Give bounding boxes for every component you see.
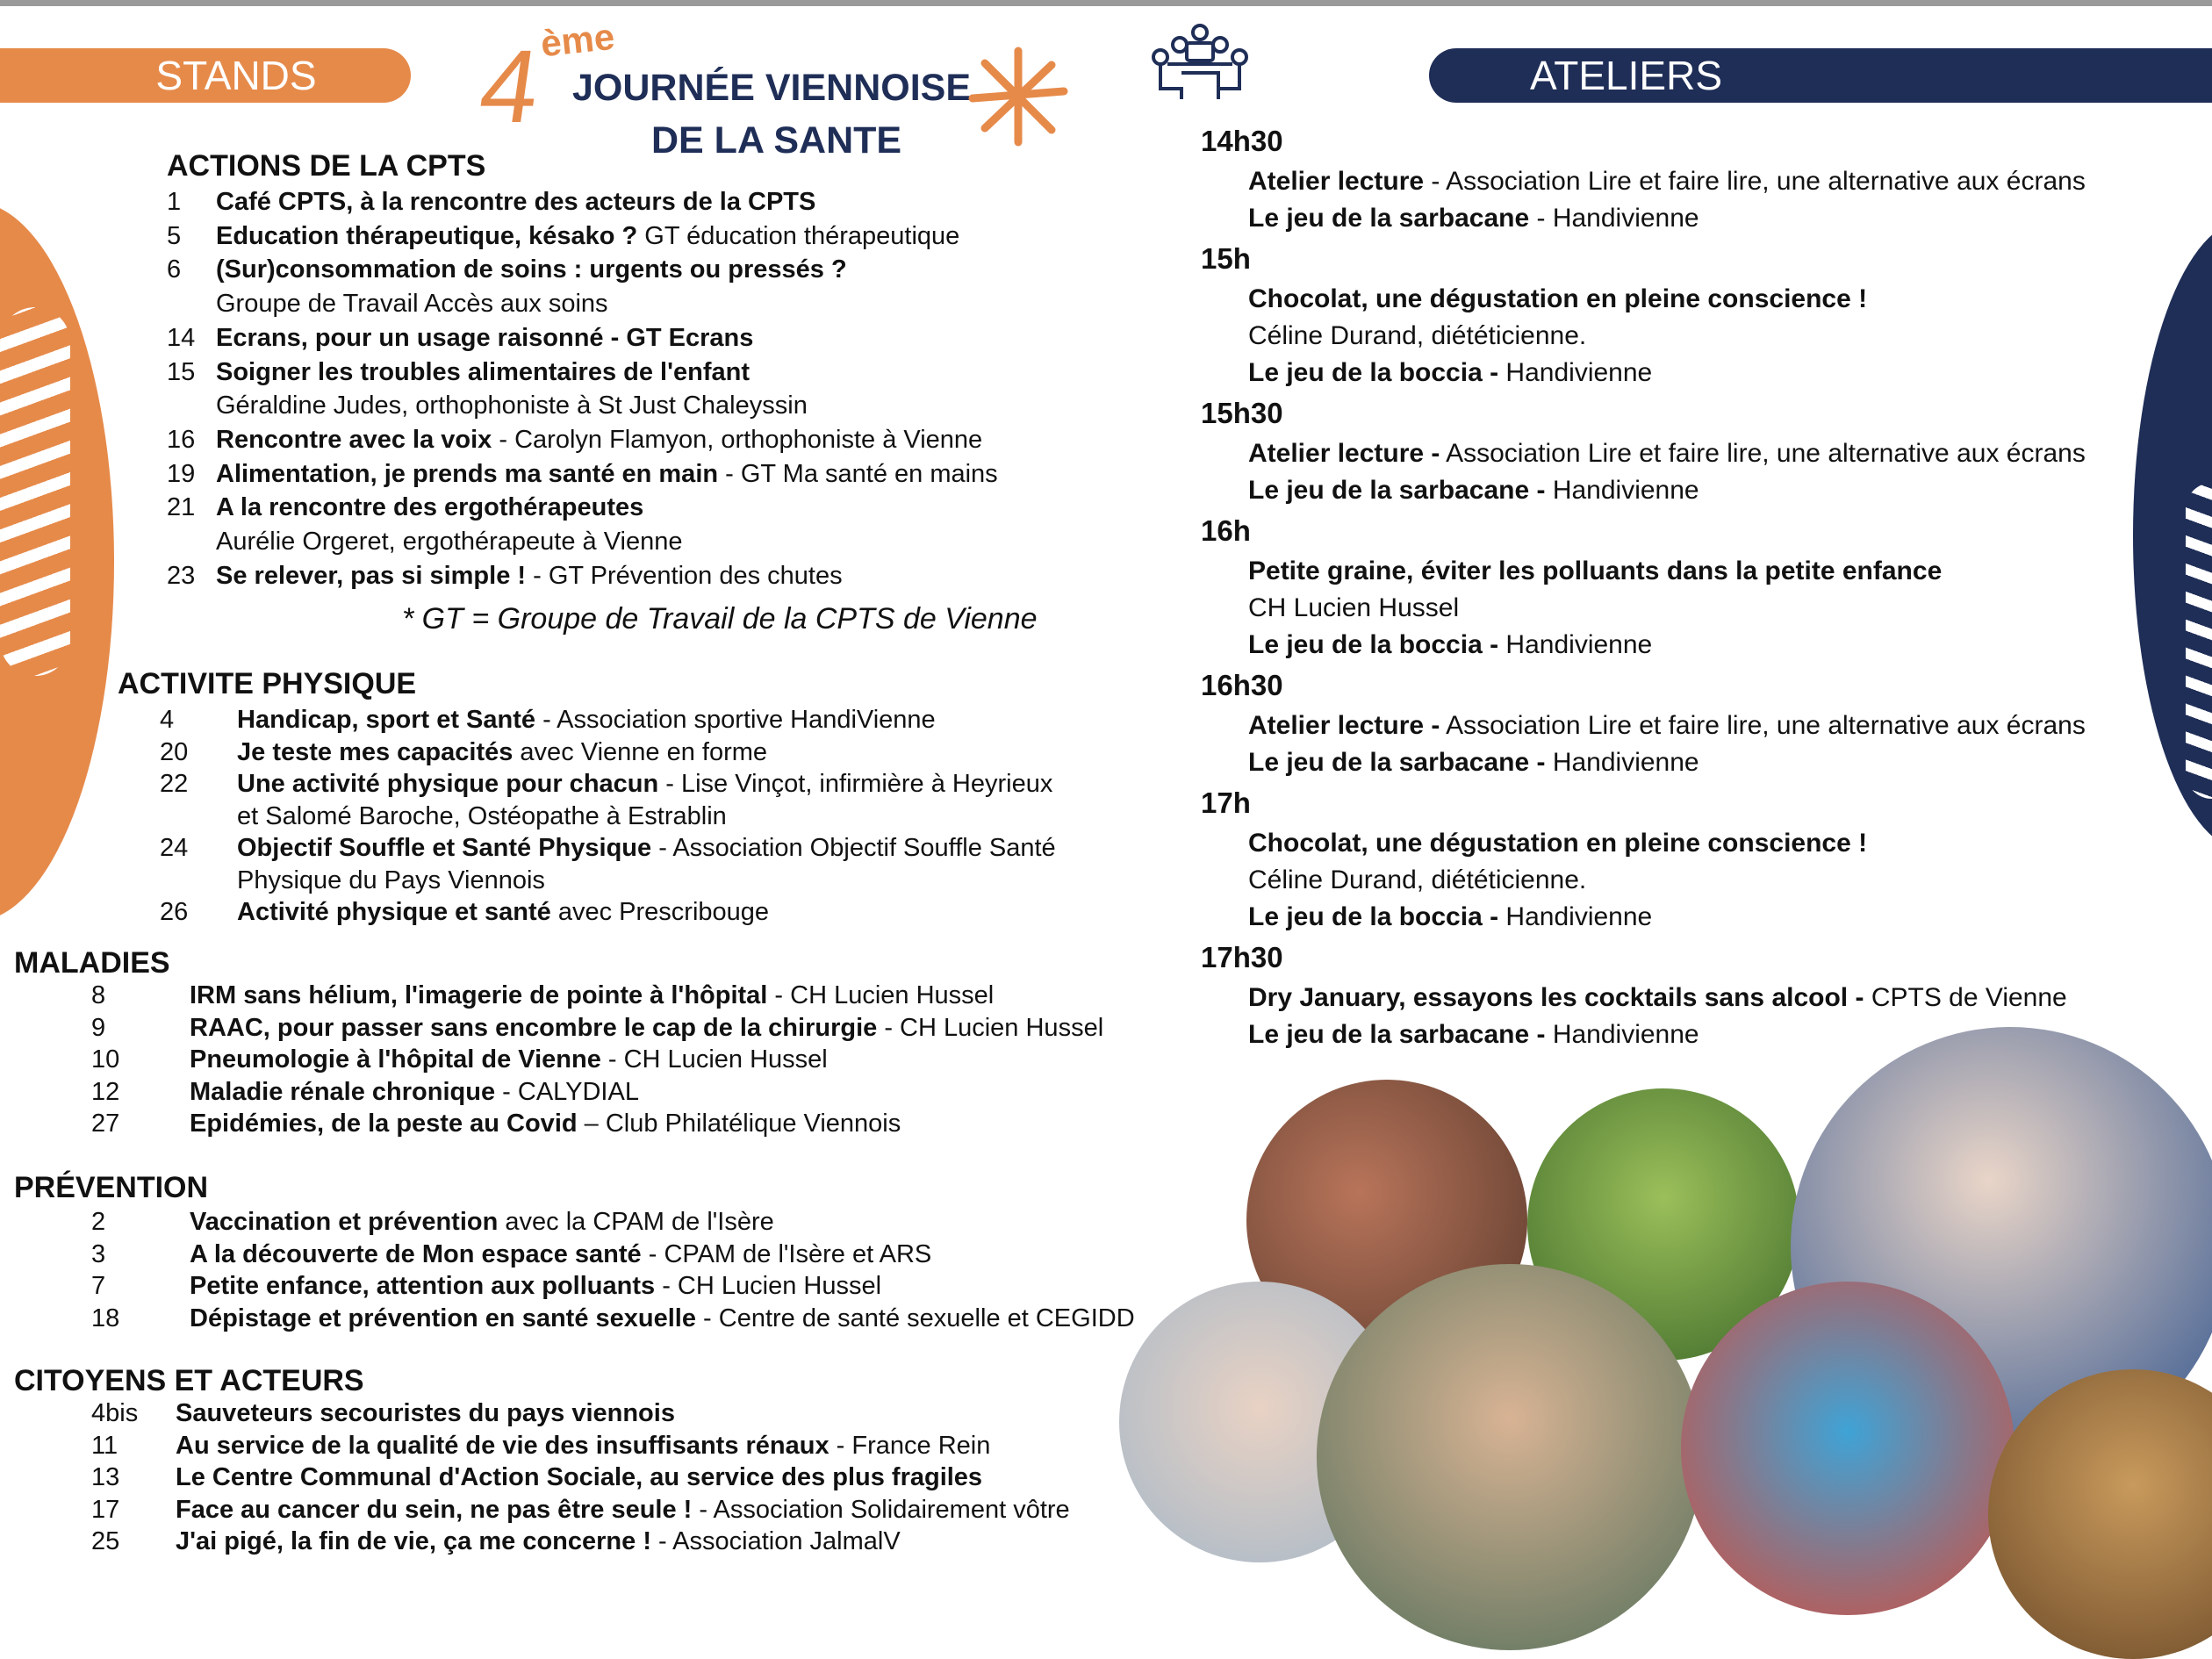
atelier-activity-title: Chocolat, une dégustation en pleine conscience ! xyxy=(1248,829,1868,858)
maladies-item-detail: - CH Lucien Hussel xyxy=(767,981,995,1009)
maladies-item-title: Pneumologie à l'hôpital de Vienne xyxy=(190,1045,601,1074)
cpts-item-number: 16 xyxy=(167,425,196,454)
atelier-activity-title: Le jeu de la sarbacane - xyxy=(1248,748,1546,777)
atelier-activity-detail: Handivienne xyxy=(1545,476,1699,505)
prevention-item-number: 3 xyxy=(91,1239,106,1268)
activite-item-title: Une activité physique pour chacun xyxy=(237,770,659,798)
activite-item-number: 4 xyxy=(160,706,175,734)
activite-item-detail: - Association sportive HandiVienne xyxy=(535,706,936,734)
prevention-item-number: 18 xyxy=(91,1304,120,1332)
section-title-activite: ACTIVITE PHYSIQUE xyxy=(118,667,417,700)
citoyens-item-number: 4bis xyxy=(91,1399,139,1427)
asterisk-star-icon xyxy=(966,44,1071,149)
top-rule xyxy=(0,0,2212,6)
atelier-activity xyxy=(1248,748,1699,778)
cpts-item-title: Alimentation, je prends ma santé en main xyxy=(216,459,719,488)
atelier-activity xyxy=(1248,829,1867,858)
citoyens-item-title: Au service de la qualité de vie des insuffisants rénaux xyxy=(176,1431,830,1460)
maladies-item-detail: - CALYDIAL xyxy=(495,1077,639,1106)
atelier-activity-title: Le jeu de la boccia - xyxy=(1248,358,1499,387)
activite-item-number: 26 xyxy=(160,898,189,926)
atelier-activity xyxy=(1248,557,1942,586)
edition-number: 4 xyxy=(472,29,547,145)
cpts-item-number: 15 xyxy=(167,357,196,386)
cpts-item-number: 19 xyxy=(167,459,196,488)
prevention-item-title: Vaccination et prévention xyxy=(190,1208,499,1236)
atelier-activity xyxy=(1248,284,1867,314)
atelier-activity-detail: Handivienne xyxy=(1498,902,1653,931)
gt-footnote: * GT = Groupe de Travail de la CPTS de Vienne xyxy=(402,602,1038,636)
activite-item-number: 24 xyxy=(160,834,189,862)
cpts-item-detail: - GT Prévention des chutes xyxy=(526,561,843,590)
cpts-item-detail: Aurélie Orgeret, ergothérapeute à Vienne xyxy=(216,528,683,556)
citoyens-item-number: 25 xyxy=(91,1527,120,1555)
cpts-item-number: 23 xyxy=(167,561,196,590)
activite-item-number: 20 xyxy=(160,737,189,766)
ateliers-banner xyxy=(1429,48,2212,103)
citoyens-item-number: 13 xyxy=(91,1463,120,1491)
maladies-item-number: 9 xyxy=(91,1013,106,1042)
cpts-item-title: Rencontre avec la voix xyxy=(216,425,492,454)
atelier-activity-detail: CPTS de Vienne xyxy=(1864,983,2067,1012)
left-decorative-circle xyxy=(0,202,114,922)
citoyens-item-title: Sauveteurs secouristes du pays viennois xyxy=(176,1399,675,1427)
atelier-activity-detail: Association Lire et faire lire, une alternative aux écrans xyxy=(1440,711,2086,740)
right-decorative-circle xyxy=(2133,219,2212,851)
atelier-time-slot: 17h30 xyxy=(1201,941,1283,973)
activite-item-detail: avec Prescribouge xyxy=(550,898,770,926)
atelier-activity-title: Le jeu de la sarbacane - xyxy=(1248,476,1546,505)
maladies-item-detail: - CH Lucien Hussel xyxy=(600,1045,828,1074)
cpts-item-title: A la rencontre des ergothérapeutes xyxy=(216,493,644,522)
atelier-activity xyxy=(1248,630,1652,660)
prevention-item-number: 2 xyxy=(91,1208,106,1236)
activite-item-number: 22 xyxy=(160,770,189,798)
activite-item-detail: et Salomé Baroche, Ostéopathe à Estrablin xyxy=(237,801,727,830)
left-stripes xyxy=(0,307,70,676)
atelier-activity-title: Atelier lecture - xyxy=(1248,439,1440,468)
prevention-item-detail: avec la CPAM de l'Isère xyxy=(498,1208,774,1236)
citoyens-item-detail: - Association Solidairement vôtre xyxy=(692,1495,1070,1524)
prevention-item-detail: - Centre de santé sexuelle et CEGIDD xyxy=(695,1304,1135,1332)
atelier-time-slot: 17h xyxy=(1201,786,1251,819)
section-title-prevention: PRÉVENTION xyxy=(14,1171,209,1204)
atelier-activity-detail: CH Lucien Hussel xyxy=(1248,593,1460,622)
maladies-item-detail: – Club Philatélique Viennois xyxy=(577,1110,901,1138)
maladies-item-number: 8 xyxy=(91,981,106,1009)
atelier-activity xyxy=(1248,593,1459,623)
atelier-activity-detail: Céline Durand, diététicienne. xyxy=(1248,321,1587,350)
maladies-item-title: RAAC, pour passer sans encombre le cap de la chirurgie xyxy=(190,1013,878,1042)
citoyens-item-title: Face au cancer du sein, ne pas être seule ! xyxy=(176,1495,693,1524)
cpts-item-title: Soigner les troubles alimentaires de l'enfant xyxy=(216,357,750,386)
edition-suffix: ème xyxy=(538,15,617,65)
atelier-activity xyxy=(1248,476,1699,506)
atelier-activity-title: Atelier lecture - xyxy=(1248,711,1440,740)
cpts-item-detail: Géraldine Judes, orthophoniste à St Just Chaleyssin xyxy=(216,391,808,420)
activite-item-detail: - Lise Vinçot, infirmière à Heyrieux xyxy=(658,770,1053,798)
atelier-activity-title: Atelier lecture xyxy=(1248,167,1425,196)
maladies-item-number: 12 xyxy=(91,1077,120,1106)
cpts-item-detail: Groupe de Travail Accès aux soins xyxy=(216,290,608,319)
cpts-item-number: 14 xyxy=(167,323,196,352)
atelier-time-slot: 15h xyxy=(1201,242,1251,275)
photo-building-blocks-circle xyxy=(1681,1282,2014,1615)
section-title-citoyens: CITOYENS ET ACTEURS xyxy=(14,1364,364,1397)
maladies-item-title: IRM sans hélium, l'imagerie de pointe à l'hôpital xyxy=(190,981,768,1009)
atelier-activity xyxy=(1248,321,1586,351)
atelier-activity-title: Petite graine, éviter les polluants dans la petite enfance xyxy=(1248,557,1943,585)
atelier-activity-title: Le jeu de la sarbacane - xyxy=(1248,1020,1546,1049)
activite-item-detail: avec Vienne en forme xyxy=(513,737,768,766)
right-stripes xyxy=(2186,483,2212,799)
photo-teenagers-circle xyxy=(1317,1264,1703,1650)
atelier-time-slot: 15h30 xyxy=(1201,397,1283,429)
cpts-item-title: Ecrans, pour un usage raisonné - GT Ecrans xyxy=(216,323,754,352)
cpts-item-title: (Sur)consommation de soins : urgents ou pressés ? xyxy=(216,255,847,284)
activite-item-detail: - Association Objectif Souffle Santé xyxy=(651,834,1056,862)
cpts-item-detail: GT éducation thérapeutique xyxy=(637,221,960,250)
atelier-activity xyxy=(1248,167,2086,197)
prevention-item-title: Petite enfance, attention aux polluants xyxy=(190,1272,656,1300)
activite-item-title: Je teste mes capacités xyxy=(237,737,514,766)
atelier-activity-title: Chocolat, une dégustation en pleine conscience ! xyxy=(1248,284,1868,313)
atelier-activity-title: Le jeu de la boccia - xyxy=(1248,902,1499,931)
citoyens-item-title: Le Centre Communal d'Action Sociale, au service des plus fragiles xyxy=(176,1463,983,1491)
cpts-item-title: Education thérapeutique, késako ? xyxy=(216,221,638,250)
atelier-time-slot: 16h30 xyxy=(1201,669,1283,701)
maladies-item-number: 27 xyxy=(91,1110,120,1138)
section-title-maladies: MALADIES xyxy=(14,946,170,980)
atelier-activity xyxy=(1248,358,1652,388)
event-title-line1: JOURNÉE VIENNOISE xyxy=(572,67,971,109)
activite-item-title: Activité physique et santé xyxy=(237,898,551,926)
atelier-activity xyxy=(1248,983,2067,1013)
cpts-item-title: Café CPTS, à la rencontre des acteurs de la CPTS xyxy=(216,188,816,216)
atelier-time-slot: 16h xyxy=(1201,514,1251,547)
cpts-item-title: Se relever, pas si simple ! xyxy=(216,561,527,590)
atelier-activity-detail: Handivienne xyxy=(1545,748,1699,777)
stands-label: STANDS xyxy=(155,53,317,98)
maladies-item-detail: - CH Lucien Hussel xyxy=(877,1013,1104,1042)
prevention-item-title: A la découverte de Mon espace santé xyxy=(190,1239,642,1268)
prevention-item-number: 7 xyxy=(91,1272,106,1300)
activite-item-detail: Physique du Pays Viennois xyxy=(237,865,545,894)
ateliers-label: ATELIERS xyxy=(1530,53,1722,98)
atelier-activity xyxy=(1248,865,1586,895)
prevention-item-detail: - CH Lucien Hussel xyxy=(655,1272,882,1300)
citoyens-item-detail: - France Rein xyxy=(829,1431,991,1460)
cpts-item-number: 6 xyxy=(167,255,182,284)
maladies-item-title: Maladie rénale chronique xyxy=(190,1077,496,1106)
atelier-activity-detail: Handivienne xyxy=(1545,1020,1699,1049)
atelier-time-slot: 14h30 xyxy=(1201,125,1283,157)
maladies-item-title: Epidémies, de la peste au Covid xyxy=(190,1110,578,1138)
event-title-line2: DE LA SANTE xyxy=(651,119,902,162)
maladies-item-number: 10 xyxy=(91,1045,120,1074)
citoyens-item-number: 17 xyxy=(91,1495,120,1524)
atelier-activity-detail: Céline Durand, diététicienne. xyxy=(1248,865,1587,894)
section-title-cpts: ACTIONS DE LA CPTS xyxy=(167,149,486,183)
atelier-activity-detail: Association Lire et faire lire, une alternative aux écrans xyxy=(1440,439,2086,468)
atelier-activity-detail: - Handivienne xyxy=(1529,204,1699,233)
stands-banner xyxy=(0,48,411,103)
cpts-item-number: 1 xyxy=(167,188,182,216)
atelier-activity-title: Dry January, essayons les cocktails sans alcool - xyxy=(1248,983,1864,1012)
citoyens-item-detail: - Association JalmalV xyxy=(651,1527,901,1555)
team-meeting-icon xyxy=(1148,22,1252,105)
atelier-activity-title: Le jeu de la sarbacane xyxy=(1248,204,1530,233)
atelier-activity-detail: Handivienne xyxy=(1498,358,1653,387)
cpts-item-number: 5 xyxy=(167,221,182,250)
cpts-item-number: 21 xyxy=(167,493,196,522)
atelier-activity xyxy=(1248,439,2086,469)
activite-item-title: Handicap, sport et Santé xyxy=(237,706,536,734)
prevention-item-detail: - CPAM de l'Isère et ARS xyxy=(641,1239,932,1268)
atelier-activity-title: Le jeu de la boccia - xyxy=(1248,630,1499,659)
activite-item-title: Objectif Souffle et Santé Physique xyxy=(237,834,652,862)
citoyens-item-number: 11 xyxy=(91,1431,118,1460)
cpts-item-detail: - Carolyn Flamyon, orthophoniste à Vienne xyxy=(492,425,983,454)
atelier-activity-detail: - Association Lire et faire lire, une alternative aux écrans xyxy=(1424,167,2086,196)
atelier-activity-detail: Handivienne xyxy=(1498,630,1653,659)
atelier-activity xyxy=(1248,711,2086,741)
atelier-activity xyxy=(1248,1020,1699,1050)
atelier-activity xyxy=(1248,204,1699,233)
citoyens-item-title: J'ai pigé, la fin de vie, ça me concerne ! xyxy=(176,1527,651,1555)
atelier-activity xyxy=(1248,902,1652,932)
prevention-item-title: Dépistage et prévention en santé sexuelle xyxy=(190,1304,696,1332)
cpts-item-detail: - GT Ma santé en mains xyxy=(718,459,998,488)
